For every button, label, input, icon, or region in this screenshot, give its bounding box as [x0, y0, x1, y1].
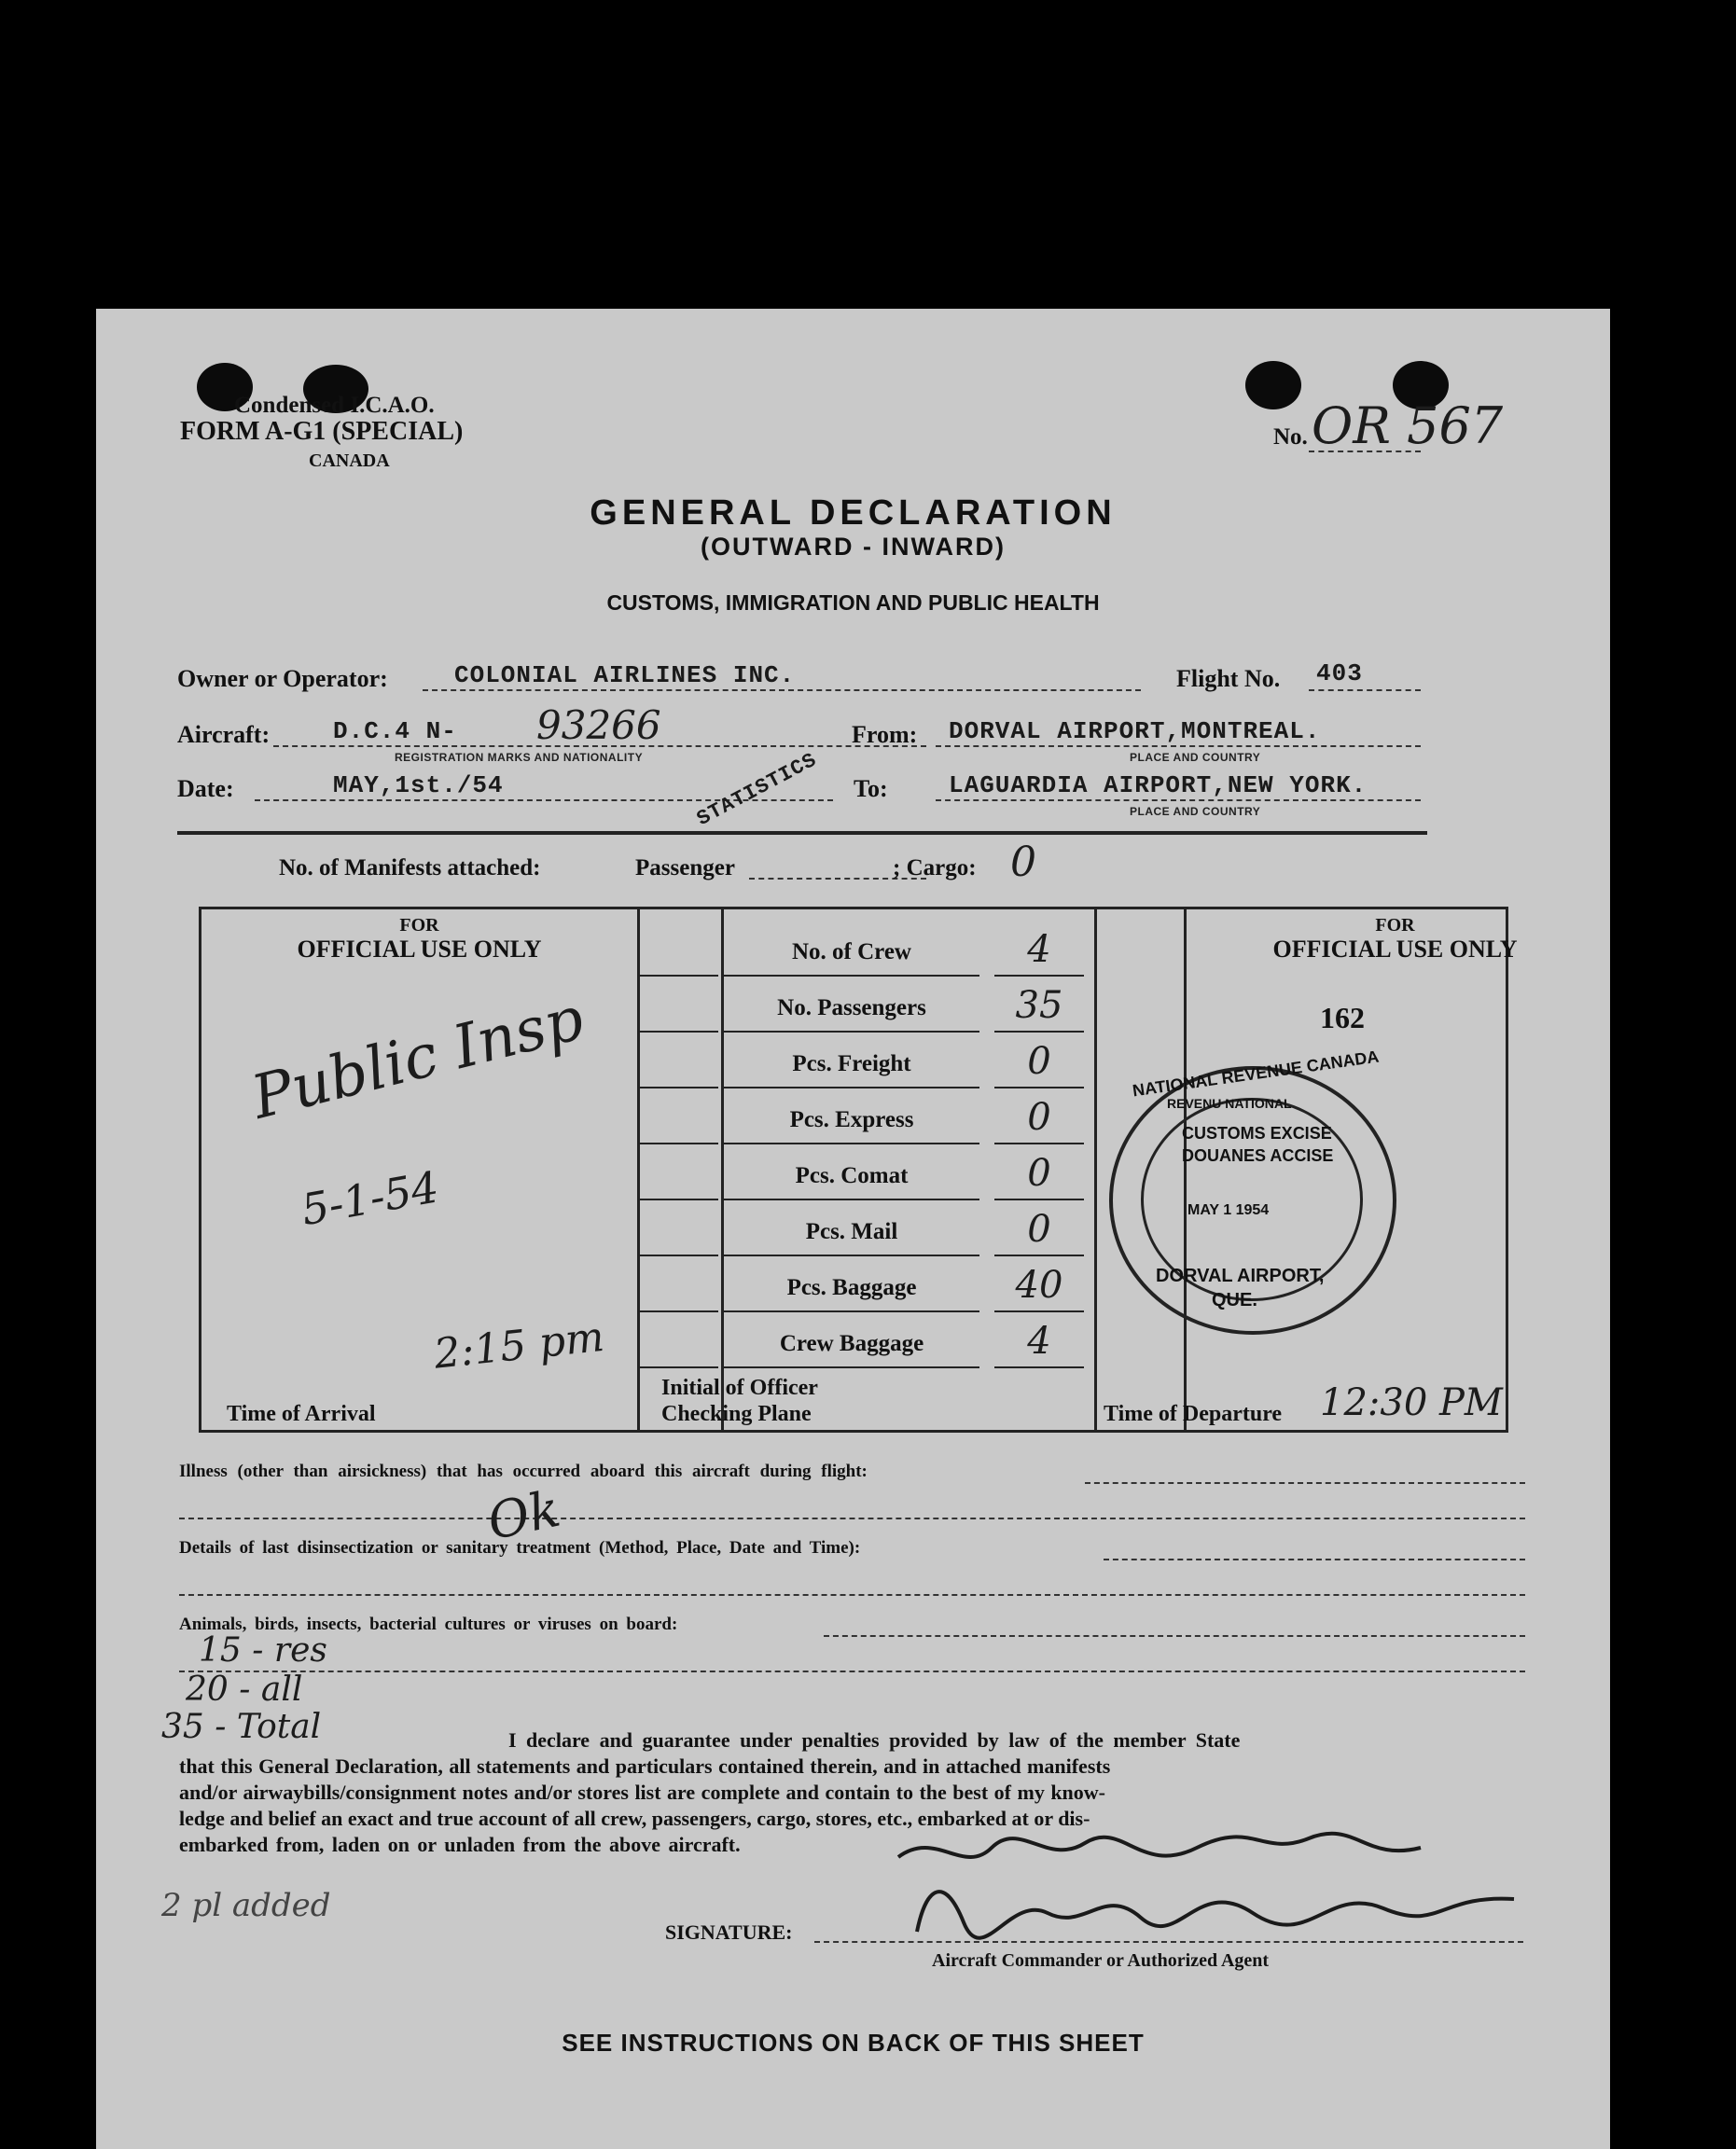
right-official-use: OFFICIAL USE ONLY	[1272, 936, 1518, 963]
page-title: GENERAL DECLARATION	[590, 493, 1117, 533]
initial-column-rule	[640, 1310, 718, 1312]
declaration-line2: that this General Declaration, all statements and particulars contained therein, and in attached manifests	[179, 1754, 1111, 1778]
owner-value: COLONIAL AIRLINES INC.	[454, 661, 796, 689]
count-row-value-rule	[994, 1031, 1084, 1033]
animals-line-2	[179, 1671, 1525, 1672]
count-row-value-rule	[994, 1087, 1084, 1088]
aircraft-reg-handwritten: 93266	[536, 702, 661, 748]
illness-line-1	[1085, 1482, 1525, 1484]
handwritten-ok: Ok	[482, 1478, 565, 1552]
flight-label: Flight No.	[1176, 665, 1281, 692]
initial-officer-line1: Initial of Officer	[661, 1376, 818, 1400]
owner-line	[423, 689, 1141, 691]
initial-column-rule	[640, 1199, 718, 1200]
count-row-label: Pcs. Comat	[795, 1163, 909, 1188]
form-number-value: OR 567	[1312, 396, 1504, 455]
count-row-rule	[724, 1143, 979, 1144]
disinsect-line-1	[1104, 1559, 1525, 1560]
footer-instructions: SEE INSTRUCTIONS ON BACK OF THIS SHEET	[562, 2029, 1145, 2057]
declaration-line5: embarked from, laden on or unladen from the above aircraft.	[179, 1833, 741, 1856]
count-row-value: 35	[1015, 984, 1063, 1027]
count-row-value-rule	[994, 1255, 1084, 1256]
stamp-line3: MAY 1 1954	[1187, 1202, 1270, 1218]
count-row-value: 4	[1027, 1320, 1051, 1363]
stamp-line2: DOUANES ACCISE	[1182, 1146, 1334, 1165]
form-sheet	[96, 309, 1610, 2149]
punch-hole	[1245, 361, 1301, 409]
count-row-rule	[724, 975, 979, 977]
signature-scribble	[861, 1820, 1533, 1960]
count-row-label: No. Passengers	[777, 995, 926, 1020]
date-value: MAY,1st./54	[333, 771, 504, 799]
hand-note-1: 15 - res	[199, 1631, 327, 1670]
page-subtitle-2: CUSTOMS, IMMIGRATION AND PUBLIC HEALTH	[606, 590, 1100, 615]
left-for: FOR	[399, 915, 439, 936]
count-row-rule	[724, 1255, 979, 1256]
date-label: Date:	[177, 775, 234, 802]
initial-column	[640, 932, 718, 1380]
count-row-rule	[724, 1366, 979, 1368]
count-row-label: Pcs. Mail	[805, 1219, 898, 1244]
left-handwritten-date: 5-1-54	[298, 1161, 443, 1236]
count-row	[724, 1320, 1162, 1380]
count-row-value-rule	[994, 1366, 1084, 1368]
initial-column-rule	[640, 1143, 718, 1144]
declaration-line4: ledge and belief an exact and true account of all crew, passengers, cargo, stores, etc., embarked at or dis-	[179, 1807, 1090, 1830]
stamp-line5: QUE.	[1212, 1290, 1257, 1310]
form-number-label: No.	[1273, 424, 1308, 450]
signature-line	[814, 1941, 1523, 1943]
from-caption: PLACE AND COUNTRY	[1130, 751, 1261, 764]
signature-label: SIGNATURE:	[665, 1920, 793, 1944]
form-number-line	[1309, 451, 1421, 452]
count-row	[724, 1040, 1162, 1100]
to-value: LAGUARDIA AIRPORT,NEW YORK.	[949, 771, 1368, 799]
count-row-rule	[724, 1310, 979, 1312]
animals-label: Animals, birds, insects, bacterial cultures or viruses on board:	[179, 1615, 678, 1634]
initial-column-rule	[640, 975, 718, 977]
stamp-inner-top: REVENU NATIONAL	[1167, 1096, 1292, 1111]
count-row-rule	[724, 1031, 979, 1033]
hand-note-4: 2 pl added	[161, 1887, 331, 1924]
count-row-value: 40	[1015, 1264, 1063, 1307]
count-row	[724, 1264, 1162, 1324]
declaration-line3: and/or airwaybills/consignment notes and/or stores list are complete and contain to the best of my know-	[179, 1781, 1106, 1804]
count-row-label: Pcs. Baggage	[786, 1275, 917, 1300]
header-divider	[177, 831, 1427, 835]
to-caption: PLACE AND COUNTRY	[1130, 805, 1261, 818]
illness-label: Illness (other than airsickness) that has occurred aboard this aircraft during flight:	[179, 1462, 868, 1481]
count-row-label: Pcs. Freight	[792, 1051, 911, 1076]
count-row-value-rule	[994, 1310, 1084, 1312]
left-handwritten-signature: Public Insp	[245, 984, 590, 1133]
from-line	[936, 745, 1421, 747]
disinsect-line-2	[179, 1594, 1525, 1596]
aircraft-value: D.C.4 N-	[333, 717, 457, 745]
count-row-label: Pcs. Express	[789, 1107, 914, 1132]
disinsect-label: Details of last disinsectization or sanitary treatment (Method, Place, Date and Time):	[179, 1538, 861, 1558]
stamp-top: NATIONAL REVENUE CANADA	[1131, 1047, 1381, 1101]
hand-note-2: 20 - all	[186, 1671, 303, 1709]
initial-officer-line2: Checking Plane	[661, 1402, 812, 1426]
signature-caption: Aircraft Commander or Authorized Agent	[932, 1950, 1270, 1971]
right-for: FOR	[1375, 915, 1415, 936]
aircraft-caption: REGISTRATION MARKS AND NATIONALITY	[395, 751, 644, 764]
arrival-label: Time of Arrival	[227, 1402, 376, 1426]
cargo-label: ; Cargo:	[893, 855, 977, 880]
count-row-value-rule	[994, 975, 1084, 977]
statistics-stamp: STATISTICS	[693, 748, 822, 832]
count-row	[724, 1208, 1162, 1268]
condensed-icao: Condensed I.C.A.O.	[234, 393, 435, 418]
departure-label: Time of Departure	[1104, 1402, 1283, 1426]
count-row-value: 4	[1027, 928, 1051, 971]
from-value: DORVAL AIRPORT,MONTREAL.	[949, 717, 1321, 745]
cargo-value: 0	[1010, 839, 1036, 886]
count-row-rule	[724, 1087, 979, 1088]
initial-column-rule	[640, 1031, 718, 1033]
count-row-rule	[724, 1199, 979, 1200]
count-row-value-rule	[994, 1199, 1084, 1200]
initial-column-rule	[640, 1087, 718, 1088]
arrival-value: 2:15 pm	[432, 1312, 607, 1379]
count-row-value: 0	[1027, 1208, 1051, 1251]
initial-column-rule	[640, 1255, 718, 1256]
form-country: CANADA	[309, 451, 390, 471]
aircraft-label: Aircraft:	[177, 721, 271, 748]
flight-value: 403	[1316, 659, 1363, 687]
center-rows	[724, 928, 1162, 1380]
count-row-value: 0	[1027, 1152, 1051, 1195]
count-row-value: 0	[1027, 1096, 1051, 1139]
count-row	[724, 1152, 1162, 1212]
count-row-label: No. of Crew	[792, 939, 911, 964]
passenger-label: Passenger	[635, 855, 735, 880]
right-number: 162	[1320, 1001, 1365, 1034]
count-row-value: 0	[1027, 1040, 1051, 1083]
manifests-label: No. of Manifests attached:	[279, 855, 541, 880]
to-label: To:	[854, 775, 888, 802]
count-row	[724, 928, 1162, 988]
count-row	[724, 1096, 1162, 1156]
hand-note-3: 35 - Total	[161, 1708, 322, 1746]
departure-value: 12:30 PM	[1320, 1381, 1503, 1424]
count-row-label: Crew Baggage	[779, 1331, 924, 1356]
count-row-value-rule	[994, 1143, 1084, 1144]
form-code: FORM A-G1 (SPECIAL)	[180, 417, 464, 446]
grid-bottom-rule	[199, 1430, 1508, 1433]
illness-line-2	[179, 1518, 1525, 1519]
flight-line	[1309, 689, 1421, 691]
stamp-line4: DORVAL AIRPORT,	[1156, 1266, 1325, 1286]
left-official-use: OFFICIAL USE ONLY	[297, 936, 542, 963]
from-label: From:	[852, 721, 918, 748]
animals-line-1	[824, 1635, 1525, 1637]
to-line	[936, 799, 1421, 801]
initial-column-rule	[640, 1366, 718, 1368]
count-row	[724, 984, 1162, 1044]
page-subtitle: (OUTWARD - INWARD)	[701, 533, 1006, 561]
declaration-line1: I declare and guarantee under penalties provided by law of the member State	[508, 1728, 1241, 1752]
owner-label: Owner or Operator:	[177, 665, 388, 692]
stamp-line1: CUSTOMS EXCISE	[1182, 1124, 1332, 1143]
